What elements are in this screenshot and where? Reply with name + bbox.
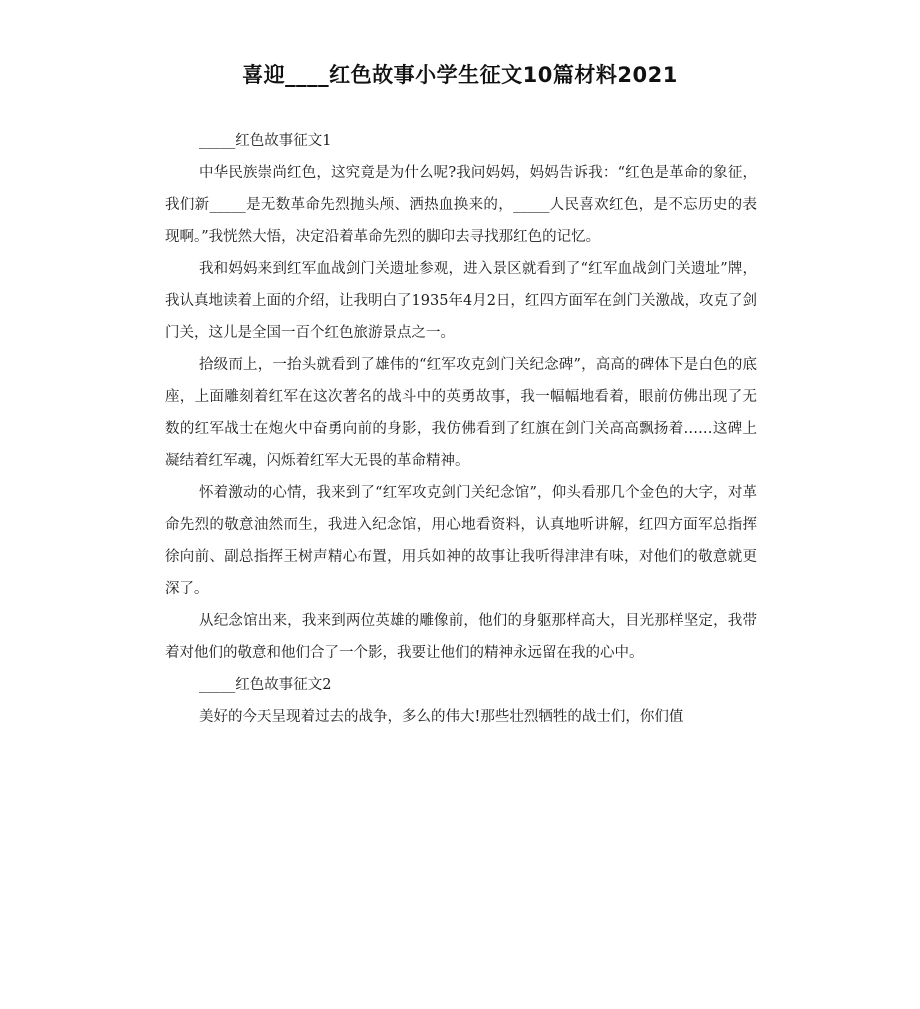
paragraph: 我和妈妈来到红军血战剑门关遗址参观，进入景区就看到了“红军血战剑门关遗址”牌，我认真地读着上面的介绍，让我明白了1935年4月2日，红四方面军在剑门关激战，攻克了剑门关，这儿是全国一百个红色旅游景点之一。 — [165, 261, 757, 341]
paragraph: 怀着激动的心情，我来到了“红军攻克剑门关纪念馆”，仰头看那几个金色的大字，对革命先烈的敬意油然而生，我进入纪念馆，用心地看资料，认真地听讲解，红四方面军总指挥徐向前、副总指挥王树声精心布置，用兵如神的故事让我听得津津有味，对他们的敬意就更深了。 — [165, 485, 757, 597]
paragraph: 拾级而上，一抬头就看到了雄伟的“红军攻克剑门关纪念碑”，高高的碑体下是白色的底座，上面雕刻着红军在这次著名的战斗中的英勇故事，我一幅幅地看着，眼前仿佛出现了无数的红军战士在炮火中奋勇向前的身影，我仿佛看到了红旗在剑门关高高飘扬着……这碑上凝结着红军魂，闪烁着红军大无畏的革命精神。 — [165, 357, 757, 469]
section-heading-2: _____红色故事征文2 — [199, 677, 332, 693]
paragraph: 从纪念馆出来，我来到两位英雄的雕像前，他们的身躯那样高大，目光那样坚定，我带着对他们的敬意和他们合了一个影，我要让他们的精神永远留在我的心中。 — [165, 613, 757, 661]
section-heading-1: _____红色故事征文1 — [199, 133, 332, 149]
document-body — [165, 125, 757, 733]
paragraph: 中华民族崇尚红色，这究竟是为什么呢?我问妈妈，妈妈告诉我：“红色是革命的象征，我们新_____是无数革命先烈抛头颅、洒热血换来的，_____人民喜欢红色，是不忘历史的表现啊。”我恍然大悟，决定沿着革命先烈的脚印去寻找那红色的记忆。 — [165, 165, 757, 245]
page-title: 喜迎____红色故事小学生征文10篇材料2021 — [242, 63, 678, 87]
paragraph: 美好的今天呈现着过去的战争，多么的伟大!那些壮烈牺牲的战士们，你们值 — [199, 709, 684, 725]
